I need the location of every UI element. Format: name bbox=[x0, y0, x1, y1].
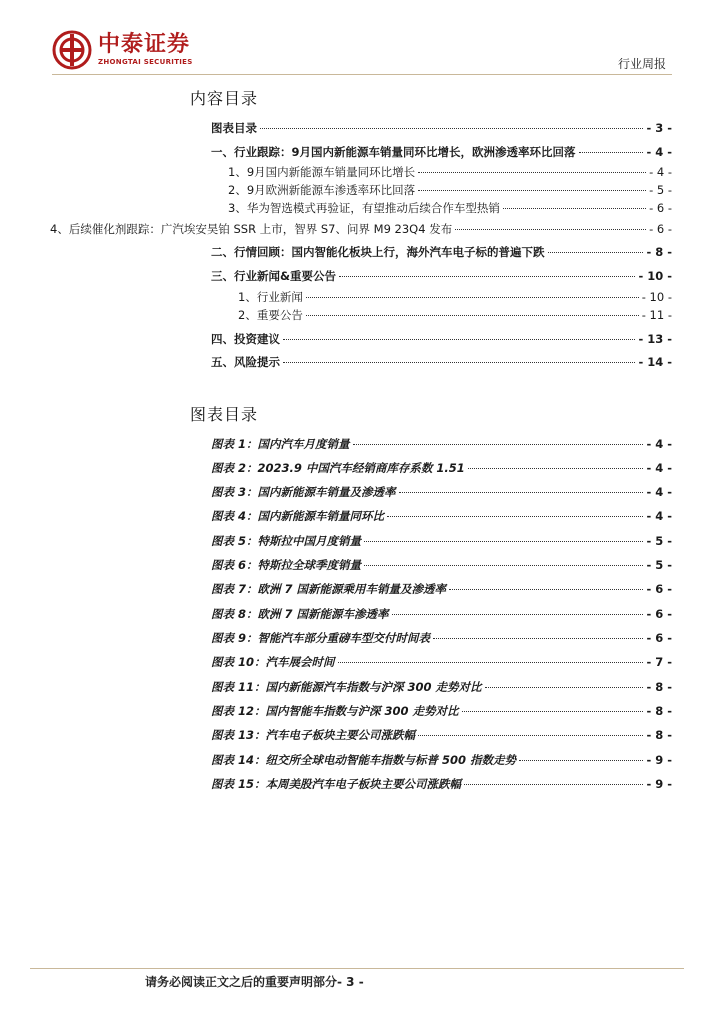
company-logo bbox=[52, 28, 193, 72]
toc-entry[interactable]: 二、行情回顾：国内智能化板块上行，海外汽车电子标的普遍下跌 - 8 - bbox=[211, 245, 672, 259]
toc-entry[interactable]: 一、行业跟踪：9月国内新能源车销量同环比增长，欧洲渗透率环比回落 - 4 - bbox=[211, 145, 672, 159]
toc-entry[interactable]: 五、风险提示 - 14 - bbox=[211, 355, 672, 369]
toc-entry[interactable]: 四、投资建议 - 13 - bbox=[211, 332, 672, 346]
footer-divider bbox=[30, 968, 684, 969]
figure-entry[interactable]: 图表 1：国内汽车月度销量 - 4 - bbox=[211, 437, 672, 451]
document-type: 行业周报 bbox=[617, 57, 666, 71]
figure-entry[interactable]: 图表 2：2023.9 中国汽车经销商库存系数 1.51 - 4 - bbox=[211, 461, 672, 475]
figure-entry[interactable]: 图表 4：国内新能源车销量同环比 - 4 - bbox=[211, 509, 672, 523]
figure-entry[interactable]: 图表 12：国内智能车指数与沪深 300 走势对比 - 8 - bbox=[211, 704, 672, 718]
figure-entry[interactable]: 图表 15：本周美股汽车电子板块主要公司涨跌幅 - 9 - bbox=[211, 777, 672, 791]
figure-entry[interactable]: 图表 3：国内新能源车销量及渗透率 - 4 - bbox=[211, 485, 672, 499]
toc-entry[interactable]: 2、重要公告 - 11 - bbox=[238, 308, 672, 322]
figure-entry[interactable]: 图表 7：欧洲 7 国新能源乘用车销量及渗透率 - 6 - bbox=[211, 582, 672, 596]
figure-entry[interactable]: 图表 13：汽车电子板块主要公司涨跌幅 - 8 - bbox=[211, 728, 672, 742]
toc-entry[interactable]: 1、行业新闻 - 10 - bbox=[238, 290, 672, 304]
footer-text: 请务必阅读正文之后的重要声明部分 bbox=[145, 975, 338, 989]
figure-entry[interactable]: 图表 11：国内新能源汽车指数与沪深 300 走势对比 - 8 - bbox=[211, 680, 672, 694]
brand-name-en: ZHONGTAI SECURITIES bbox=[98, 58, 193, 66]
footer-disclaimer bbox=[145, 973, 364, 990]
figure-entry[interactable]: 图表 5：特斯拉中国月度销量 - 5 - bbox=[211, 534, 672, 548]
figure-entry[interactable]: 图表 9：智能汽车部分重磅车型交付时间表 - 6 - bbox=[211, 631, 672, 645]
figure-entry[interactable]: 图表 10：汽车展会时间 - 7 - bbox=[211, 655, 672, 669]
zhongtai-logo-icon bbox=[52, 30, 92, 70]
footer-page-number: - 3 - bbox=[337, 975, 364, 989]
toc-entry[interactable]: 2、9月欧洲新能源车渗透率环比回落 - 5 - bbox=[228, 183, 672, 197]
header-divider bbox=[52, 74, 672, 75]
figure-entry[interactable]: 图表 14：纽交所全球电动智能车指数与标普 500 指数走势 - 9 - bbox=[211, 753, 672, 767]
toc-entry[interactable]: 三、行业新闻&重要公告 - 10 - bbox=[211, 269, 672, 283]
toc-entry[interactable]: 图表目录 - 3 - bbox=[211, 121, 672, 135]
toc-entry[interactable]: 1、9月国内新能源车销量同环比增长 - 4 - bbox=[228, 165, 672, 179]
figures-title: 图表目录 bbox=[190, 405, 259, 424]
toc-entry[interactable]: 4、后续催化剂跟踪：广汽埃安昊铂 SSR 上市，智界 S7、问界 M9 23Q4 发布 - 6 - bbox=[50, 222, 672, 236]
brand-name-cn: 中泰证券 bbox=[98, 32, 191, 57]
toc-title: 内容目录 bbox=[190, 89, 259, 108]
toc-entry[interactable]: 3、华为智选模式再验证，有望推动后续合作车型热销 - 6 - bbox=[228, 201, 672, 215]
figure-entry[interactable]: 图表 8：欧洲 7 国新能源车渗透率 - 6 - bbox=[211, 607, 672, 621]
figure-entry[interactable]: 图表 6：特斯拉全球季度销量 - 5 - bbox=[211, 558, 672, 572]
